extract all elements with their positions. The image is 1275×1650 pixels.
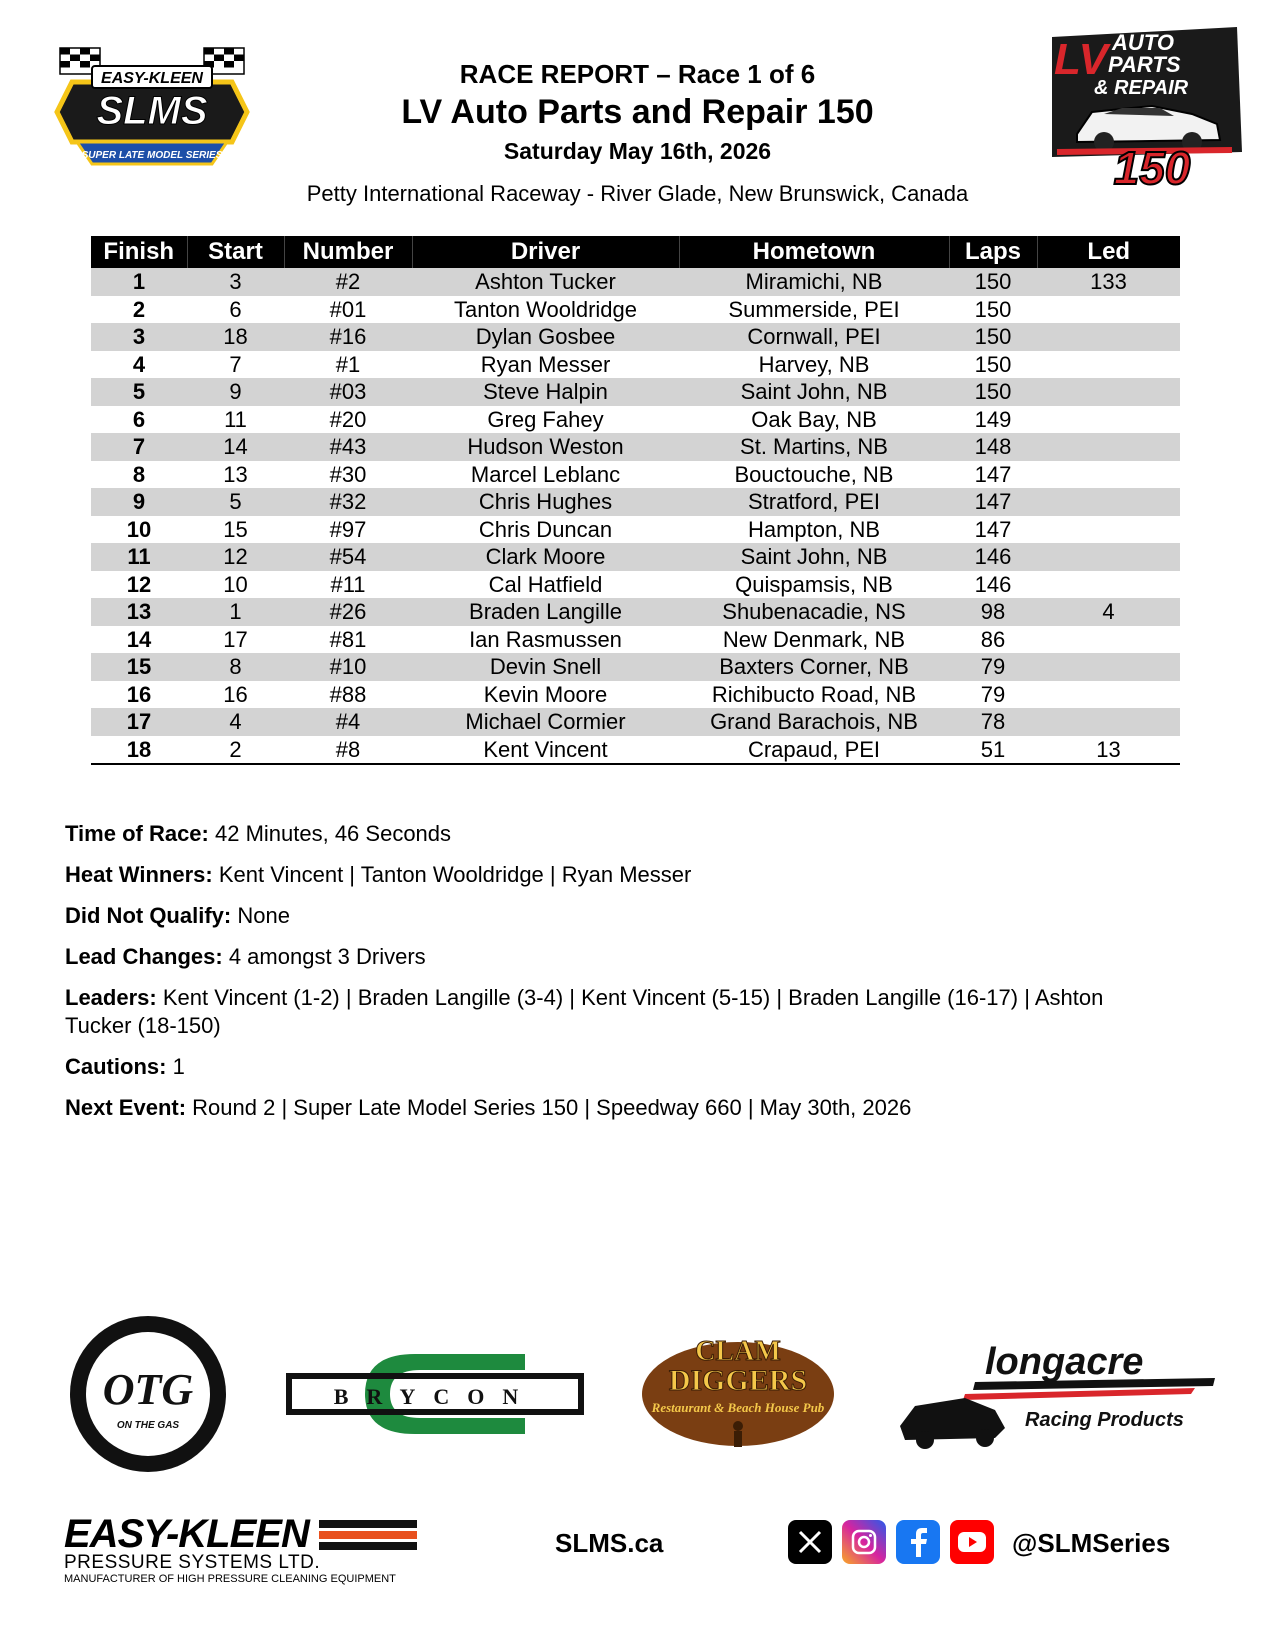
- ek-company-tag: MANUFACTURER OF HIGH PRESSURE CLEANING EQUIPMENT: [64, 1573, 396, 1585]
- column-header: Hometown: [679, 236, 949, 268]
- slms-logo: [52, 42, 252, 182]
- table-cell: 12: [187, 543, 284, 571]
- leaders: Leaders: Kent Vincent (1-2) | Braden Langille (3-4) | Kent Vincent (5-15) | Braden Langille (16-17) | Ashton Tucker (18-150): [65, 985, 1104, 1038]
- lv-logo-parts: PARTS: [1108, 52, 1181, 77]
- table-cell: 79: [980, 681, 1006, 707]
- table-cell: 7: [91, 433, 187, 461]
- otg-logo: [66, 1312, 230, 1476]
- table-row: [91, 626, 1180, 654]
- table-cell: 147: [974, 516, 1012, 542]
- table-cell: Saint John, NB: [679, 543, 949, 571]
- social-icons: [788, 1520, 994, 1564]
- table-row: [91, 516, 1180, 544]
- table-row: [91, 268, 1180, 296]
- table-cell: 150: [949, 378, 1037, 406]
- table-cell: 13: [1037, 736, 1180, 765]
- clam-diggers-logo: [638, 1328, 838, 1456]
- table-cell: #2: [284, 268, 412, 296]
- table-cell: 150: [949, 268, 1037, 296]
- clam-logo-line1: CLAM: [695, 1336, 781, 1367]
- report-title: RACE REPORT – Race 1 of 6: [459, 59, 816, 89]
- table-cell: 146: [949, 543, 1037, 571]
- lv-logo-repair: & REPAIR: [1094, 77, 1189, 99]
- easy-kleen-footer-logo: [64, 1514, 424, 1586]
- table-cell: [1037, 378, 1180, 406]
- table-cell: #88: [329, 681, 367, 707]
- table-cell: 7: [229, 351, 242, 377]
- table-cell: 1: [91, 268, 187, 296]
- table-cell: 3: [187, 268, 284, 296]
- table-cell: 5: [187, 488, 284, 516]
- table-cell: Michael Cormier: [412, 708, 679, 736]
- table-cell: 13: [223, 461, 248, 487]
- table-cell: #30: [329, 461, 367, 487]
- table-cell: 6: [229, 296, 242, 322]
- table-cell: 78: [949, 708, 1037, 736]
- table-cell: [1037, 323, 1180, 351]
- table-cell: #1: [335, 351, 361, 377]
- table-cell: 18: [91, 736, 187, 765]
- race-name: LV Auto Parts and Repair 150: [401, 93, 874, 131]
- table-cell: 150: [949, 323, 1037, 351]
- table-cell: 4: [1037, 598, 1180, 626]
- title-block: [260, 58, 1015, 208]
- table-row: [91, 323, 1180, 351]
- table-cell: #11: [330, 571, 366, 597]
- table-cell: Summerside, PEI: [728, 296, 900, 322]
- otg-logo-sub: ON THE GAS: [116, 1420, 180, 1431]
- table-cell: 13: [91, 598, 187, 626]
- table-cell: Ian Rasmussen: [469, 626, 622, 652]
- lead-changes: Lead Changes: 4 amongst 3 Drivers: [65, 944, 426, 969]
- table-cell: Marcel Leblanc: [470, 461, 621, 487]
- table-cell: [1037, 351, 1180, 379]
- table-cell: [1037, 571, 1180, 599]
- digger-figure-icon: [733, 1421, 743, 1447]
- table-cell: Steve Halpin: [412, 378, 679, 406]
- race-info: [65, 820, 1175, 1135]
- ek-company: EASY-KLEEN: [64, 1512, 309, 1556]
- table-cell: 10: [126, 516, 152, 542]
- table-row: [91, 406, 1180, 434]
- table-cell: #10: [284, 653, 412, 681]
- otg-logo-main: OTG: [102, 1365, 194, 1414]
- youtube-icon[interactable]: [950, 1520, 994, 1564]
- table-row: [91, 736, 1180, 765]
- table-cell: [1037, 488, 1180, 516]
- table-cell: 6: [132, 406, 146, 432]
- table-cell: 15: [91, 653, 187, 681]
- ek-stripes-icon: [319, 1520, 417, 1550]
- venue: Petty International Raceway - River Glade, New Brunswick, Canada: [306, 181, 969, 206]
- brycon-logo-text: BRYCON: [333, 1384, 537, 1409]
- table-cell: 2: [132, 296, 146, 322]
- column-header: Start: [187, 236, 284, 268]
- ek-company-sub: PRESSURE SYSTEMS LTD.: [64, 1552, 321, 1573]
- table-cell: [1037, 296, 1180, 324]
- table-cell: [1037, 516, 1180, 544]
- table-cell: Harvey, NB: [758, 351, 870, 377]
- table-row: [91, 653, 1180, 681]
- table-cell: Greg Fahey: [487, 406, 604, 432]
- table-cell: Ryan Messer: [480, 351, 611, 377]
- table-cell: 79: [949, 653, 1037, 681]
- table-cell: 150: [974, 351, 1012, 377]
- table-cell: Kevin Moore: [483, 681, 608, 707]
- table-row: [91, 461, 1180, 489]
- table-row: [91, 681, 1180, 709]
- table-cell: 17: [223, 626, 248, 652]
- slms-logo-top: EASY-KLEEN: [101, 70, 203, 87]
- race-car-silhouette-icon: [900, 1398, 1005, 1449]
- slms-logo-main: SLMS: [96, 89, 208, 133]
- table-cell: Ashton Tucker: [412, 268, 679, 296]
- slms-logo-banner: SUPER LATE MODEL SERIES: [81, 150, 223, 161]
- table-cell: Chris Duncan: [478, 516, 613, 542]
- table-cell: Saint John, NB: [679, 378, 949, 406]
- table-cell: St. Martins, NB: [679, 433, 949, 461]
- table-cell: #03: [284, 378, 412, 406]
- table-cell: Dylan Gosbee: [412, 323, 679, 351]
- table-cell: 3: [91, 323, 187, 351]
- brycon-logo: [285, 1346, 585, 1442]
- table-cell: 5: [91, 378, 187, 406]
- table-cell: New Denmark, NB: [722, 626, 906, 652]
- longacre-logo-sub: Racing Products: [1025, 1409, 1184, 1431]
- table-cell: [1037, 461, 1180, 489]
- table-cell: 150: [974, 296, 1012, 322]
- table-cell: Miramichi, NB: [679, 268, 949, 296]
- column-header: Laps: [949, 236, 1037, 268]
- table-row: [91, 571, 1180, 599]
- table-cell: 15: [223, 516, 248, 542]
- table-cell: Hampton, NB: [747, 516, 881, 542]
- table-row: [91, 296, 1180, 324]
- table-cell: [1037, 708, 1180, 736]
- table-cell: 98: [949, 598, 1037, 626]
- table-cell: #81: [329, 626, 367, 652]
- did-not-qualify: Did Not Qualify: None: [65, 903, 290, 928]
- table-cell: Tanton Wooldridge: [453, 296, 638, 322]
- table-cell: Grand Barachois, NB: [679, 708, 949, 736]
- race-date: Saturday May 16th, 2026: [503, 138, 772, 164]
- report-header: [0, 0, 1275, 230]
- table-cell: #8: [284, 736, 412, 765]
- table-cell: 12: [126, 571, 152, 597]
- table-cell: Richibucto Road, NB: [711, 681, 917, 707]
- table-cell: Quispamsis, NB: [735, 571, 893, 597]
- table-cell: 14: [126, 626, 152, 652]
- clam-logo-line2: DIGGERS: [668, 1364, 808, 1397]
- table-cell: 147: [974, 461, 1012, 487]
- table-row: [91, 433, 1180, 461]
- table-cell: [1037, 681, 1180, 709]
- table-cell: #16: [284, 323, 412, 351]
- table-cell: 14: [187, 433, 284, 461]
- table-cell: 18: [187, 323, 284, 351]
- table-cell: Shubenacadie, NS: [679, 598, 949, 626]
- table-row: [91, 378, 1180, 406]
- table-cell: [1037, 433, 1180, 461]
- table-cell: #4: [284, 708, 412, 736]
- column-header: Driver: [412, 236, 679, 268]
- table-cell: #20: [329, 406, 367, 432]
- table-cell: 9: [187, 378, 284, 406]
- column-header: Led: [1037, 236, 1180, 268]
- table-header-row: [91, 236, 1180, 268]
- table-cell: Chris Hughes: [412, 488, 679, 516]
- instagram-icon[interactable]: [842, 1520, 886, 1564]
- table-cell: [1037, 543, 1180, 571]
- table-cell: Hudson Weston: [412, 433, 679, 461]
- table-cell: Oak Bay, NB: [751, 406, 877, 432]
- table-cell: #54: [284, 543, 412, 571]
- results-table: [91, 236, 1180, 765]
- table-row: [91, 708, 1180, 736]
- table-cell: #97: [329, 516, 367, 542]
- table-cell: 51: [949, 736, 1037, 765]
- table-cell: #43: [284, 433, 412, 461]
- table-row: [91, 488, 1180, 516]
- table-cell: 147: [949, 488, 1037, 516]
- table-cell: 1: [187, 598, 284, 626]
- table-cell: 9: [91, 488, 187, 516]
- table-cell: #32: [284, 488, 412, 516]
- table-cell: 4: [132, 351, 146, 377]
- table-cell: [1037, 626, 1180, 654]
- column-header: Finish: [91, 236, 187, 268]
- table-cell: 8: [132, 461, 146, 487]
- table-cell: Crapaud, PEI: [679, 736, 949, 765]
- lv-logo-lv: LV: [1054, 35, 1108, 84]
- table-cell: #26: [284, 598, 412, 626]
- table-cell: 133: [1037, 268, 1180, 296]
- table-cell: 16: [126, 681, 152, 707]
- next-event: Next Event: Round 2 | Super Late Model Series 150 | Speedway 660 | May 30th, 2026: [65, 1095, 912, 1120]
- table-cell: 16: [223, 681, 248, 707]
- table-cell: Cal Hatfield: [488, 571, 603, 597]
- website-link[interactable]: SLMS.ca: [555, 1528, 664, 1558]
- table-cell: Stratford, PEI: [679, 488, 949, 516]
- table-cell: 4: [187, 708, 284, 736]
- table-cell: Cornwall, PEI: [679, 323, 949, 351]
- table-row: [91, 598, 1180, 626]
- table-cell: 148: [949, 433, 1037, 461]
- column-header: Number: [284, 236, 412, 268]
- longacre-logo-name: longacre: [985, 1341, 1144, 1383]
- table-cell: 11: [91, 543, 187, 571]
- table-cell: Baxters Corner, NB: [679, 653, 949, 681]
- table-cell: 2: [187, 736, 284, 765]
- table-row: [91, 351, 1180, 379]
- heat-winners: Heat Winners: Kent Vincent | Tanton Wooldridge | Ryan Messer: [65, 862, 692, 887]
- lv-logo-number: 150: [1113, 142, 1191, 192]
- table-cell: Devin Snell: [412, 653, 679, 681]
- facebook-icon[interactable]: [896, 1520, 940, 1564]
- table-cell: 146: [974, 571, 1012, 597]
- table-cell: Kent Vincent: [412, 736, 679, 765]
- table-cell: [1037, 406, 1180, 434]
- time-of-race: Time of Race: 42 Minutes, 46 Seconds: [65, 821, 452, 846]
- table-cell: Braden Langille: [412, 598, 679, 626]
- cautions: Cautions: 1: [65, 1054, 185, 1079]
- table-cell: 10: [223, 571, 248, 597]
- table-cell: 86: [980, 626, 1006, 652]
- lv-auto-parts-logo: [1042, 22, 1247, 192]
- lv-logo-auto: AUTO: [1112, 30, 1174, 55]
- x-icon[interactable]: [788, 1520, 832, 1564]
- table-cell: 8: [187, 653, 284, 681]
- table-cell: Clark Moore: [412, 543, 679, 571]
- clam-logo-line3: Restaurant & Beach House Pub: [651, 1400, 825, 1415]
- table-row: [91, 543, 1180, 571]
- longacre-logo: [895, 1340, 1220, 1452]
- table-cell: #01: [329, 296, 367, 322]
- table-cell: 11: [224, 406, 247, 432]
- table-cell: Bouctouche, NB: [734, 461, 894, 487]
- table-cell: [1037, 653, 1180, 681]
- results-body: [91, 268, 1180, 764]
- social-handle[interactable]: @SLMSeries: [1012, 1528, 1171, 1558]
- table-cell: 17: [91, 708, 187, 736]
- table-cell: 149: [974, 406, 1012, 432]
